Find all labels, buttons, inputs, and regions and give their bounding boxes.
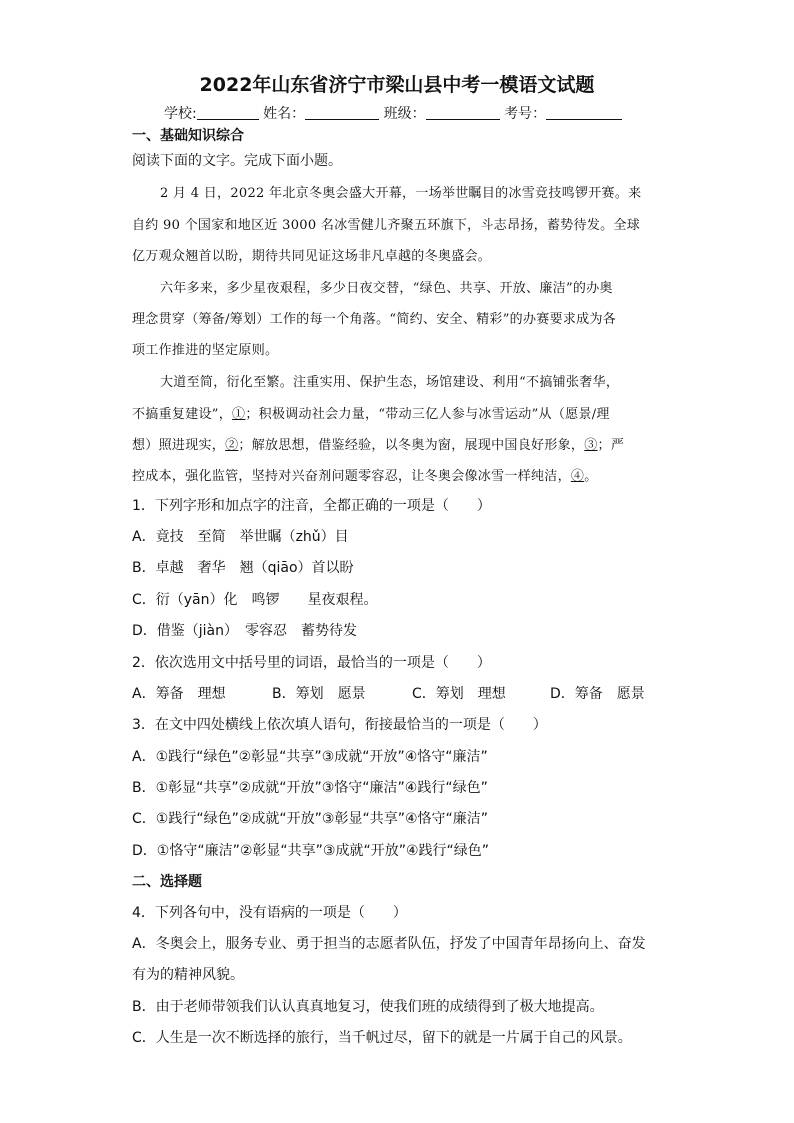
passage-line: 理念贯穿（筹备/筹划）工作的每一个角落。“简约、安全、精彩”的办赛要求成为各 xyxy=(132,312,617,327)
blank-1: ① xyxy=(232,407,246,422)
answer-option[interactable]: C．①践行“绿色”②成就“开放”③彰显“共享”④恪守“廉洁” xyxy=(132,811,489,827)
school-blank[interactable] xyxy=(197,105,259,120)
section-heading: 一、基础知识综合 xyxy=(132,128,244,144)
answer-option[interactable]: C．人生是一次不断选择的旅行，当千帆过尽，留下的就是一片属于自己的风景。 xyxy=(132,1030,632,1046)
passage-line: 控成本，强化监管，坚持对兴奋剂问题零容忍，让冬奥会像冰雪一样纯洁，④。 xyxy=(132,469,598,484)
question-stem: 4．下列各句中，没有语病的一项是（ ） xyxy=(132,905,407,921)
passage-line: 想）照进现实，②；解放思想，借鉴经验，以冬奥为窗，展现中国良好形象，③；严 xyxy=(132,438,625,453)
answer-option[interactable]: D．借鉴（jiàn） 零容忍 蓄势待发 xyxy=(132,623,358,639)
passage-line: 六年多来，多少星夜艰程，多少日夜交替，“绿色、共享、开放、廉洁”的办奥 xyxy=(160,281,613,296)
class-label: 班级： xyxy=(383,106,426,122)
answer-option[interactable]: A．筹备 理想 xyxy=(132,686,226,702)
section-heading: 二、选择题 xyxy=(132,874,202,890)
answer-option[interactable]: C．筹划 理想 xyxy=(412,686,506,702)
blank-4: ④ xyxy=(570,469,585,484)
question-stem: 1．下列字形和加点字的注音，全都正确的一项是（ ） xyxy=(132,498,491,514)
answer-option[interactable]: C．衍（yān）化 鸣锣 星夜艰程。 xyxy=(132,592,378,608)
instruction: 阅读下面的文字。完成下面小题。 xyxy=(132,153,342,169)
passage-line: 自约 90 个国家和地区近 3000 名冰雪健儿齐聚五环旗下，斗志昂扬，蓄势待发。全球 xyxy=(132,218,641,233)
answer-option[interactable]: B．卓越 奢华 翘（qiāo）首以盼 xyxy=(132,560,354,576)
exam-no-label: 考号： xyxy=(504,106,547,122)
passage-line: 亿万观众翘首以盼，期待共同见证这场非凡卓越的冬奥盛会。 xyxy=(132,249,492,264)
class-blank[interactable] xyxy=(426,105,500,120)
answer-option-continuation: 有为的精神风貌。 xyxy=(132,967,244,983)
answer-option[interactable]: B．筹划 愿景 xyxy=(272,686,366,702)
blank-3: ③ xyxy=(584,438,598,453)
name-label: 姓名： xyxy=(263,106,306,122)
answer-option[interactable]: A．①践行“绿色”②彰显“共享”③成就“开放”④恪守“廉洁” xyxy=(132,749,488,765)
answer-option[interactable]: A．冬奥会上，服务专业、勇于担当的志愿者队伍，抒发了中国青年昂扬向上、奋发 xyxy=(132,936,646,952)
answer-option[interactable]: D．筹备 愿景 xyxy=(550,686,645,702)
page-title: 2022年山东省济宁市梁山县中考一模语文试题 xyxy=(199,74,595,96)
answer-option[interactable]: D．①恪守“廉洁”②彰显“共享”③成就“开放”④践行“绿色” xyxy=(132,843,490,859)
blank-2: ② xyxy=(225,438,239,453)
answer-option[interactable]: B．①彰显“共享”②成就“开放”③恪守“廉洁”④践行“绿色” xyxy=(132,780,488,796)
school-label: 学校: xyxy=(164,106,197,122)
passage-line: 大道至简，衍化至繁。注重实用、保护生态，场馆建设、利用“不搞铺张奢华， xyxy=(160,375,620,390)
passage-line: 不搞重复建设”，①；积极调动社会力量，“带动三亿人参与冰雪运动”从（愿景/理 xyxy=(132,407,610,422)
passage-line: 2 月 4 日，2022 年北京冬奥会盛大开幕，一场举世瞩目的冰雪竞技鸣锣开赛。来 xyxy=(160,186,642,201)
answer-option[interactable]: A．竟技 至简 举世瞩（zhǔ）目 xyxy=(132,529,349,545)
answer-option[interactable]: B．由于老师带领我们认认真真地复习，使我们班的成绩得到了极大地提高。 xyxy=(132,999,604,1015)
name-blank[interactable] xyxy=(305,105,379,120)
question-stem: 2．依次选用文中括号里的词语，最恰当的一项是（ ） xyxy=(132,655,491,671)
exam-no-blank[interactable] xyxy=(546,105,622,120)
student-info-line xyxy=(164,103,622,123)
answer-options-row xyxy=(132,683,645,703)
passage-line: 项工作推进的坚定原则。 xyxy=(132,343,279,358)
question-stem: 3．在文中四处横线上依次填人语句，衔接最恰当的一项是（ ） xyxy=(132,717,547,733)
